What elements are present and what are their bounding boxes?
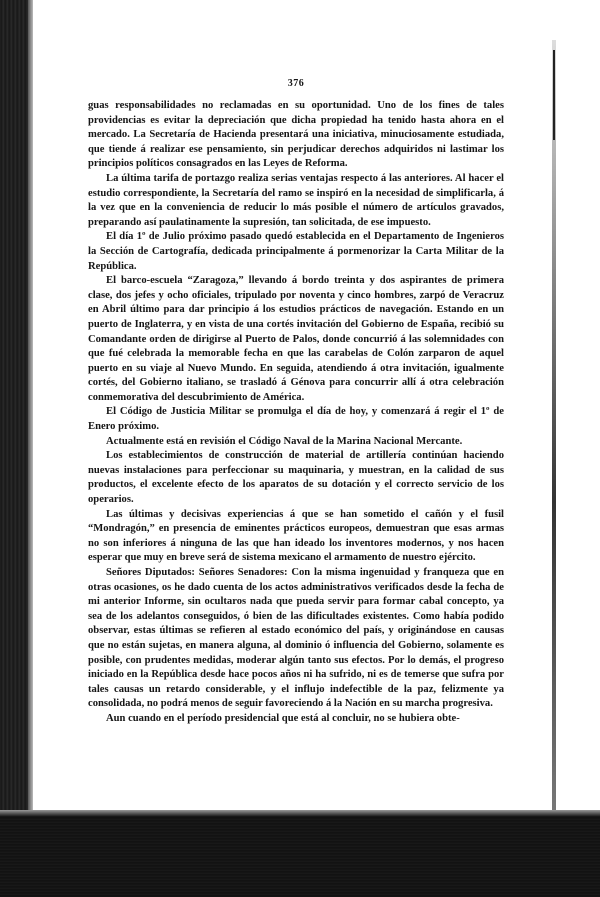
scan-shadow-left (0, 0, 33, 897)
paragraph: El barco-escuela “Zaragoza,” llevando á bordo treinta y dos aspirantes de primera clase, dos jefes y ocho oficiales, tripulado por noventa y cinco hombres, zarpó de Veracruz en Abril último para dar principio á los estudios prácticos de navegación. Estando en un puerto de Inglaterra, y en vista de una cortés invitación del Gobierno de España, recibió su Comandante orden de dirigirse al Puerto de Palos, donde concurrió á las solemnidades con que fué celebrada la memorable fecha en que las carabelas de Colón zarparon de aquel puerto en su viaje al Nuevo Mundo. En seguida, atendiendo á otra invitación, igualmente cortés, del Gobierno italiano, se trasladó á Génova para concurrir allí á otra celebración conmemorativa del descubrimiento de América. (88, 275, 504, 403)
paragraph: guas responsabilidades no reclamadas en su oportunidad. Uno de los fines de tales providencias es evitar la depreciación que dicha propiedad ha tenido hasta ahora en el mercado. La Secretaría de Hacienda presentará una iniciativa, minuciosamente estudiada, que tiende á realizar ese pensamiento, sin perjudicar derechos adquiridos ni lastimar los principios políticos consagrados en las Leyes de Reforma. (88, 100, 504, 170)
page-edge-mark (553, 50, 555, 140)
paragraph: El Código de Justicia Militar se promulga el día de hoy, y comenzará á regir el 1º de Enero próximo. (88, 406, 504, 433)
scan-shadow-bottom (0, 810, 600, 897)
paragraph: Las últimas y decisivas experiencias á que se han sometido el cañón y el fusil “Mondragón,” en presencia de eminentes prácticos europeos, demuestran que esas armas no son inferiores á ninguna de las que han ideado los inventores modernos, y nos hacen esperar que muy en breve será de sistema mexicano el armamento de nuestro ejército. (88, 508, 504, 564)
paragraph: Aun cuando en el período presidencial que está al concluir, no se hubiera obte- (106, 712, 460, 724)
paragraph: Señores Diputados: Señores Senadores: Con la misma ingenuidad y franqueza que en otras ocasiones, os he dado cuenta de los actos administrativos verificados desde la fecha de mi anterior Informe, sin ocultaros nada que pueda servir para formar cabal concepto, ya sea de los adelantos conseguidos, ó bien de las dificultades existentes. Como había podido observar, estas últimas se refieren al estado económico del país, y originándose en causas que no están sujetas, en manera alguna, al dominio ó influencia del Gobierno, solamente es posible, con prudentes medidas, moderar algún tanto sus efectos. Por lo demás, el progreso iniciado en la República desde hace pocos años ni ha sufrido, ni es de temerse que sufra por tales causas un retardo considerable, y el influjo indefectible de la paz, felizmente ya consolidada, no podrá menos de seguir favoreciendo á la Nación en su marcha progresiva. (88, 567, 504, 710)
body-text (88, 99, 504, 727)
page-edge-line (552, 40, 556, 810)
document-page (88, 78, 504, 727)
paragraph: Actualmente está en revisión el Código Naval de la Marina Nacional Mercante. (106, 435, 463, 447)
paragraph: Los establecimientos de construcción de material de artillería continúan haciendo nuevas instalaciones para perfeccionar su maquinaria, y muestran, en la calidad de sus productos, el excelente efecto de los aparatos de su dotación y el correcto servicio de los operarios. (88, 450, 504, 506)
page-number: 376 (287, 78, 305, 89)
scan-shadow-right (552, 0, 600, 897)
paragraph: La última tarifa de portazgo realiza serias ventajas respecto á las anteriores. Al hacer el estudio correspondiente, la Secretaría del ramo se inspiró en la necesidad de simplificarla, á la vez que en la conveniencia de reducir lo más posible el número de artículos gravados, preparando así paulatinamente la supresión, tan solicitada, de ese impuesto. (88, 172, 504, 228)
paragraph: El día 1º de Julio próximo pasado quedó establecida en el Departamento de Ingenieros la Sección de Cartografía, dedicada principalmente á pormenorizar la Carta Militar de la República. (88, 231, 504, 272)
